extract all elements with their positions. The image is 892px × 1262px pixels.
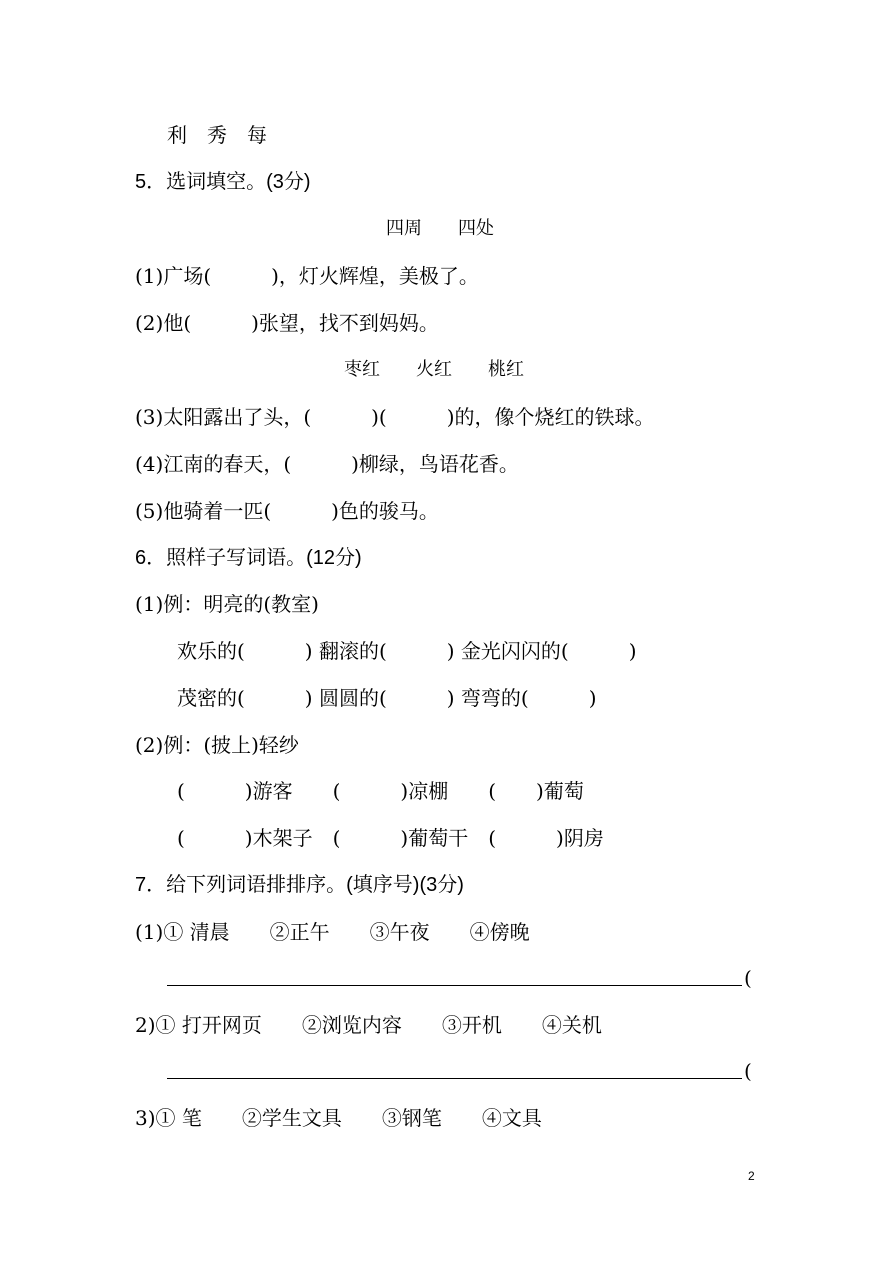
answer-line-1 <box>167 985 742 986</box>
q5-word-choices-1: 四周 四处 <box>386 218 494 239</box>
q6-example-2: (2)例：(披上)轻纱 <box>135 733 299 757</box>
q7-item-2: 2)① 打开网页 ②浏览内容 ③开机 ④关机 <box>135 1013 602 1037</box>
q5-title: 5．选词填空。(3分) <box>135 171 311 193</box>
q6-row-2: 茂密的( ) 圆圆的( ) 弯弯的( ) <box>177 686 597 710</box>
q6-row-4: ( )木架子 ( )葡萄干 ( )阴房 <box>177 826 604 850</box>
q7-title: 7．给下列词语排排序。(填序号)(3分) <box>135 874 464 896</box>
q6-title: 6．照样子写词语。(12分) <box>135 547 362 569</box>
q6-row-1: 欢乐的( ) 翻滚的( ) 金光闪闪的( ) <box>177 639 637 663</box>
answer-line-2 <box>167 1078 742 1079</box>
q5-item-2: (2)他( )张望，找不到妈妈。 <box>135 311 439 335</box>
chars-line: 利 秀 每 <box>167 123 267 147</box>
q6-row-3: ( )游客 ( )凉棚 ( )葡萄 <box>177 779 584 803</box>
q6-example-1: (1)例：明亮的(教室) <box>135 592 319 616</box>
q5-item-5: (5)他骑着一匹( )色的骏马。 <box>135 499 439 523</box>
q5-item-4: (4)江南的春天，( )柳绿，鸟语花香。 <box>135 452 519 476</box>
q5-word-choices-2: 枣红 火红 桃红 <box>344 359 524 380</box>
q5-item-3: (3)太阳露出了头，( )( )的，像个烧红的铁球。 <box>135 405 655 429</box>
q7-item-1: (1)① 清晨 ②正午 ③午夜 ④傍晚 <box>135 920 530 944</box>
q7-item-3: 3)① 笔 ②学生文具 ③钢笔 ④文具 <box>135 1106 542 1130</box>
q5-item-1: (1)广场( )，灯火辉煌，美极了。 <box>135 264 479 288</box>
page-number: 2 <box>748 1169 755 1183</box>
answer-paren-2: ( <box>744 1059 752 1083</box>
answer-paren-1: ( <box>744 966 752 990</box>
